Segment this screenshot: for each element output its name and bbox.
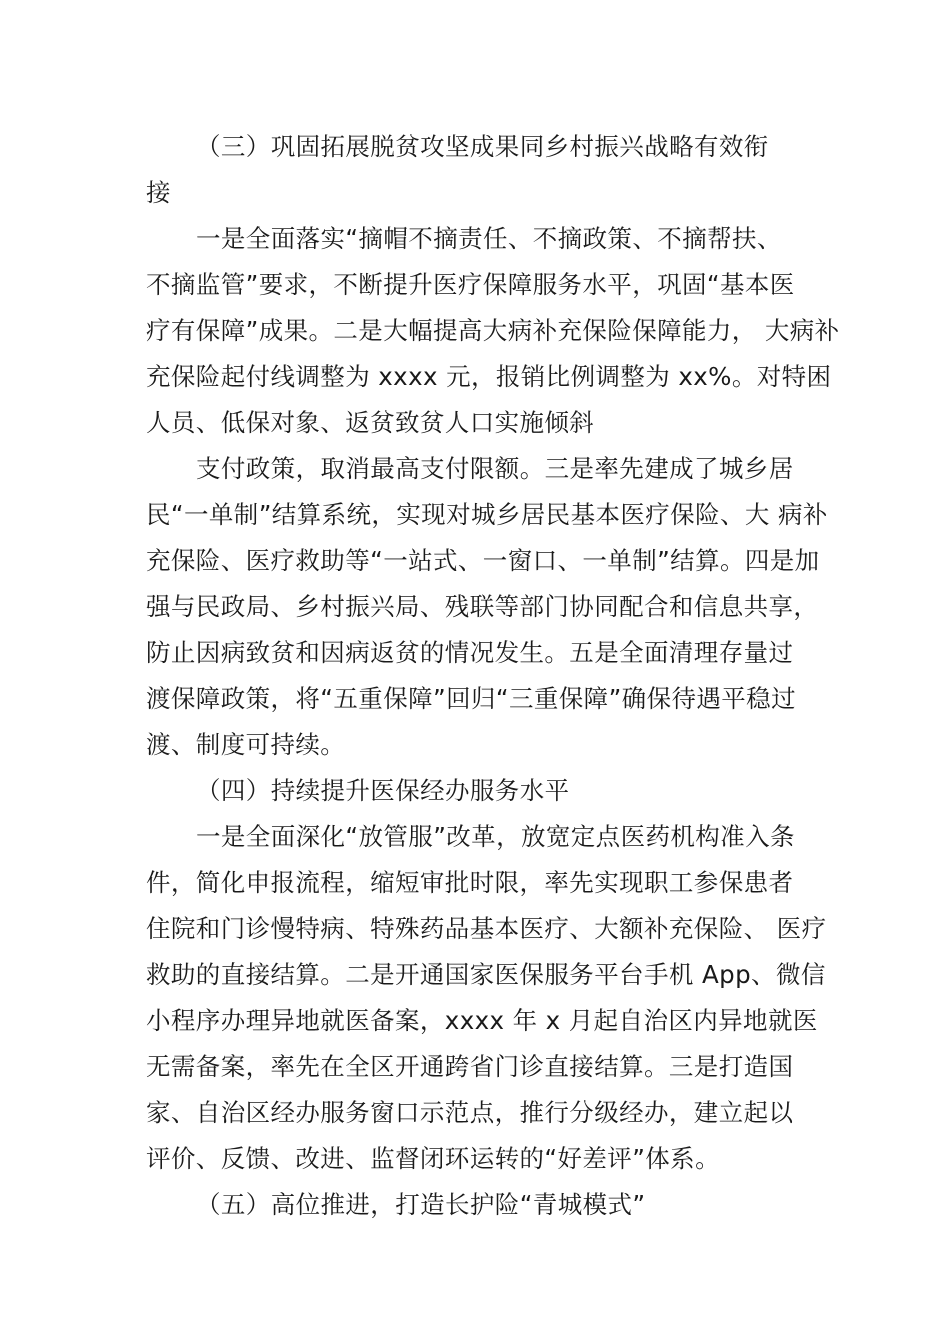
text-line: 人员、低保对象、返贫致贫人口实施倾斜	[146, 408, 595, 437]
text-line: 防止因病致贫和因病返贫的情况发生。五是全面清理存量过	[146, 638, 794, 667]
text-line: （三）巩固拓展脱贫攻坚成果同乡村振兴战略有效衔	[196, 132, 769, 161]
text-line: （四）持续提升医保经办服务水平	[196, 776, 570, 805]
text-line: 充保险、医疗救助等“一站式、一窗口、一单制”结算。四是加	[146, 546, 820, 575]
text-line: 不摘监管”要求，不断提升医疗保障服务水平，巩固“基本医	[146, 270, 795, 299]
text-line: 接	[146, 178, 171, 207]
text-line: 支付政策，取消最高支付限额。三是率先建成了城乡居	[196, 454, 794, 483]
text-line: 渡、制度可持续。	[146, 730, 346, 759]
text-line: 住院和门诊慢特病、特殊药品基本医疗、大额补充保险、 医疗	[146, 914, 827, 943]
text-line: 强与民政局、乡村振兴局、残联等部门协同配合和信息共享，	[146, 592, 819, 621]
paragraph-section-4	[146, 814, 836, 1182]
paragraph-section-3-part-2	[146, 446, 836, 768]
text-line: 一是全面落实“摘帽不摘责任、不摘政策、不摘帮扶、	[196, 224, 782, 253]
heading-section-3	[146, 124, 836, 216]
document-body	[146, 124, 840, 1228]
text-line: 评价、反馈、改进、监督闭环运转的“好差评”体系。	[146, 1144, 720, 1173]
text-line: 渡保障政策，将“五重保障”回归“三重保障”确保待遇平稳过	[146, 684, 796, 713]
paragraph-section-3-part-1	[146, 216, 840, 446]
text-line: 无需备案，率先在全区开通跨省门诊直接结算。三是打造国	[146, 1052, 794, 1081]
text-line: 家、自治区经办服务窗口示范点，推行分级经办，建立起以	[146, 1098, 794, 1127]
text-line: 一是全面深化“放管服”改革，放宽定点医药机构准入条	[196, 822, 795, 851]
text-line: 民“一单制”结算系统，实现对城乡居民基本医疗保险、大 病补	[146, 500, 828, 529]
text-line: （五）高位推进，打造长护险“青城模式”	[196, 1190, 646, 1219]
text-line: 小程序办理异地就医备案，xxxx 年 x 月起自治区内异地就医	[146, 1006, 818, 1035]
heading-section-5	[146, 1182, 836, 1228]
text-line: 救助的直接结算。二是开通国家医保服务平台手机 App、微信	[146, 960, 826, 989]
text-line: 件，简化申报流程，缩短审批时限，率先实现职工参保患者	[146, 868, 794, 897]
heading-section-4	[146, 768, 836, 814]
text-line: 充保险起付线调整为 xxxx 元，报销比例调整为 xx%。对特困	[146, 362, 832, 391]
text-line: 疗有保障”成果。二是大幅提高大病补充保险保障能力， 大病补	[146, 316, 840, 345]
